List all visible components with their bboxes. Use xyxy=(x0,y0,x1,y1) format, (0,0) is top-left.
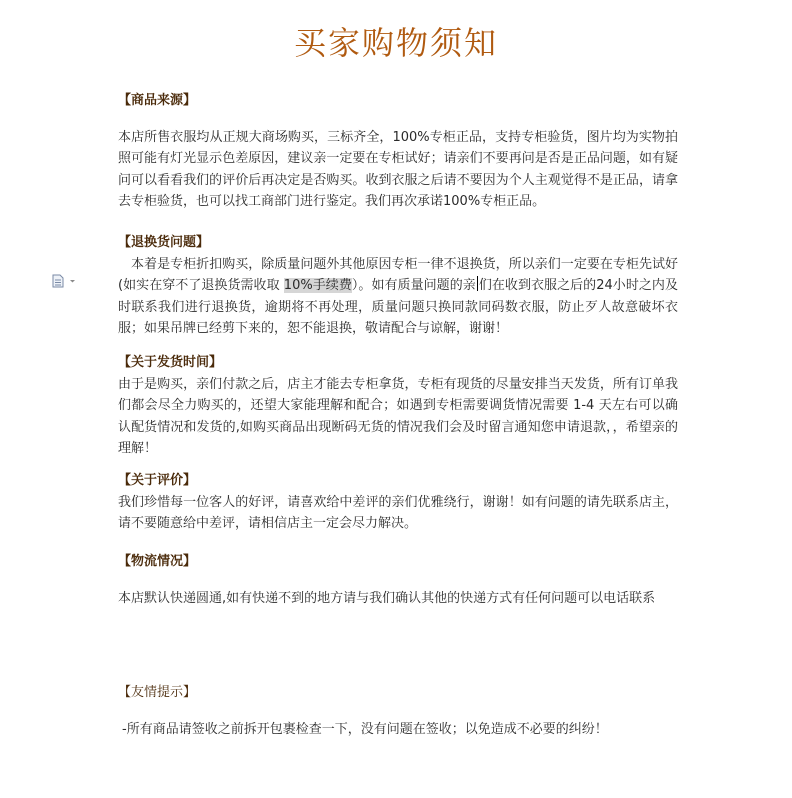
section-logistics xyxy=(118,551,678,609)
section-body: -所有商品请签收之前拆开包裹检查一下，没有问题在签收；以免造成不必要的纠纷！ xyxy=(122,721,608,737)
section-heading: 【商品来源】 xyxy=(118,93,197,108)
fee-highlight: 10%手续费 xyxy=(283,278,352,293)
section-friendly-tips xyxy=(118,682,678,740)
section-shipping-time xyxy=(118,352,678,460)
text-cursor xyxy=(477,276,478,291)
section-reviews xyxy=(118,470,678,535)
section-heading: 【关于发货时间】 xyxy=(118,355,223,370)
section-body: 本店所售衣服均从正规大商场购买，三标齐全，100%专柜正品，支持专柜验货，图片均为实物拍照可能有灯光显示色差原因，建议亲一定要在专柜试好；请亲们不要再问是否是正品问题，如有疑问可以看看我们的评价后再决定是否购买。收到衣服之后请不要因为个人主观觉得不是正品，请拿去专柜验货，也可以找工商部门进行鉴定。我们再次承诺100%专柜正品。 xyxy=(118,129,678,209)
document-icon[interactable] xyxy=(52,274,78,288)
section-returns xyxy=(118,232,678,340)
page-title: 买家购物须知 xyxy=(293,24,498,62)
section-heading: 【关于评价】 xyxy=(118,473,197,488)
section-heading: 【友情提示】 xyxy=(118,685,197,700)
section-body: 本店默认快递圆通,如有快递不到的地方请与我们确认其他的快递方式有任何问题可以电话联系 xyxy=(118,590,656,606)
section-heading: 【物流情况】 xyxy=(118,554,197,569)
section-heading: 【退换货问题】 xyxy=(118,235,210,250)
section-body: 本着是专柜折扣购买，除质量问题外其他原因专柜一律不退换货，所以亲们一定要在专柜先试好(如实在穿不了退换货需收取 10%手续费）。如有质量问题的亲 们在收到衣服之后的24小时之内及时联系我们进行退换货，逾期将不再处理，质量问题只换同款同码数衣服，防止歹人故意破坏衣服；如果吊牌已经剪下来的，恕不能退换，敬请配合与谅解，谢谢！ xyxy=(118,256,678,336)
section-product-source xyxy=(118,90,678,213)
section-body: 我们珍惜每一位客人的好评，请喜欢给中差评的亲们优雅绕行，谢谢！如有问题的请先联系店主，请不要随意给中差评，请相信店主一定会尽力解决。 xyxy=(118,494,678,531)
section-body: 由于是购买，亲们付款之后，店主才能去专柜拿货，专柜有现货的尽量安排当天发货，所有订单我们都会尽全力购买的，还望大家能理解和配合；如遇到专柜需要调货情况需要 1-4 天左右可以确认配货情况和发货的,如购买商品出现断码无货的情况我们会及时留言通知您申请退款，，希望亲的理解！ xyxy=(118,376,678,456)
